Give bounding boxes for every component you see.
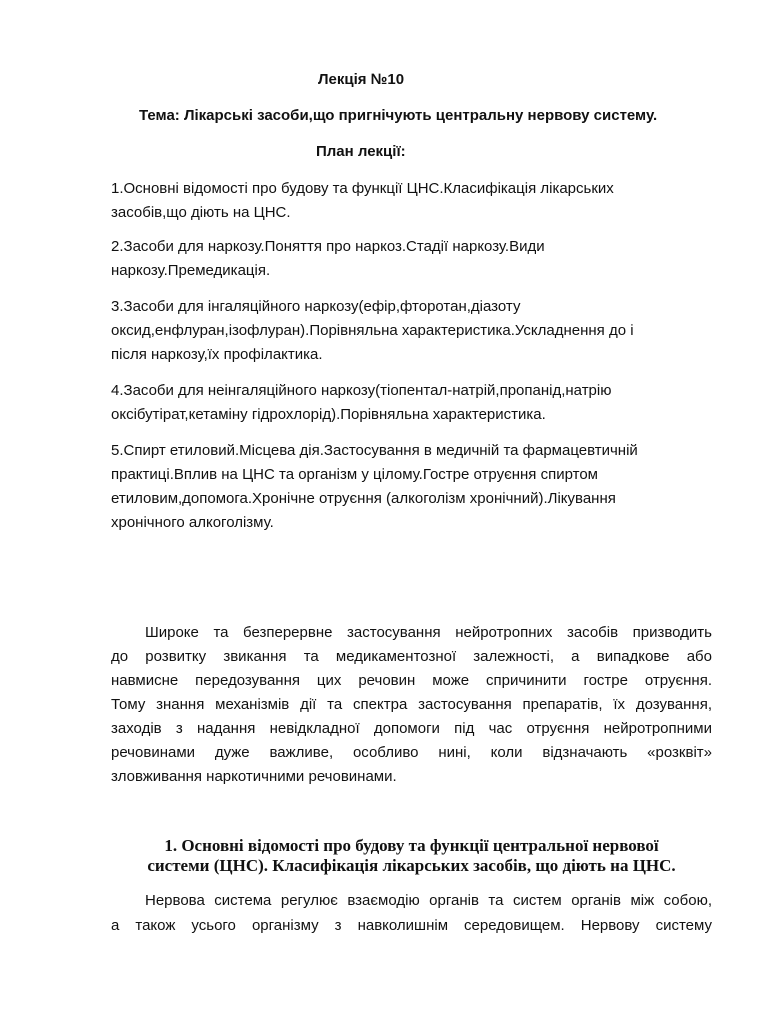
plan-item-line: практиці.Вплив на ЦНС та організм у цілому.Гостре отруєння спиртом — [111, 466, 598, 483]
plan-item-line: 4.Засоби для неінгаляційного наркозу(тіопентал-натрій,пропанід,натрію — [111, 382, 612, 399]
intro-line: навмисне передозування цих речовин може спричинити гостре отруєння. — [111, 672, 712, 689]
intro-paragraph — [111, 621, 712, 789]
plan-item-line: 2.Засоби для наркозу.Поняття про наркоз.Стадії наркозу.Види — [111, 238, 545, 255]
section-body-line: а також усього організму з навколишнім середовищем. Нервову систему — [111, 917, 712, 934]
intro-line: речовинами дуже важливе, особливо нині, коли відзначають «розквіт» — [111, 744, 712, 761]
section-heading-line: 1. Основні відомості про будову та функції центральної нервової — [164, 836, 659, 855]
lecture-topic: Тема: Лікарські засоби,що пригнічують центральну нервову систему. — [139, 107, 658, 124]
plan-item-line: 5.Спирт етиловий.Місцева дія.Застосування в медичній та фармацевтичній — [111, 442, 638, 459]
plan-item-3 — [111, 295, 711, 367]
plan-item-line: етиловим,допомога.Хронічне отруєння (алкоголізм хронічний).Лікування — [111, 490, 616, 507]
section-heading-line: системи (ЦНС). Класифікація лікарських засобів, що діють на ЦНС. — [147, 856, 676, 875]
plan-item-4 — [111, 379, 711, 427]
plan-item-line: 3.Засоби для інгаляційного наркозу(ефір,фторотан,діазоту — [111, 298, 521, 315]
plan-title: План лекції: — [316, 143, 406, 160]
plan-item-line: оксид,енфлуран,ізофлуран).Порівняльна характеристика.Ускладнення до і — [111, 322, 634, 339]
plan-item-line: оксібутірат,кетаміну гідрохлорід).Порівняльна характеристика. — [111, 406, 546, 423]
plan-item-line: хронічного алкоголізму. — [111, 514, 274, 531]
section-heading — [111, 836, 712, 876]
lecture-title: Лекція №10 — [318, 71, 405, 88]
plan-item-line: після наркозу,їх профілактика. — [111, 346, 323, 363]
plan-item-1 — [111, 177, 711, 225]
section-body-line: Нервова система регулює взаємодію органів та систем органів між собою, — [145, 892, 712, 909]
intro-line: Тому знання механізмів дії та спектра застосування препаратів, їх дозування, — [111, 696, 712, 713]
plan-item-line: 1.Основні відомості про будову та функції ЦНС.Класифікація лікарських — [111, 180, 614, 197]
plan-item-5 — [111, 439, 711, 535]
section-body-paragraph — [111, 888, 712, 938]
plan-item-line: наркозу.Премедикація. — [111, 262, 271, 279]
intro-line: заходів з надання невідкладної допомоги під час отруєння нейротропними — [111, 720, 712, 737]
plan-item-2 — [111, 235, 711, 283]
intro-line: зловживання наркотичними речовинами. — [111, 768, 397, 785]
intro-line: до розвитку звикання та медикаментозної залежності, а випадкове або — [111, 648, 712, 665]
intro-line: Широке та безперервне застосування нейротропних засобів призводить — [145, 624, 712, 641]
plan-item-line: засобів,що діють на ЦНС. — [111, 204, 291, 221]
